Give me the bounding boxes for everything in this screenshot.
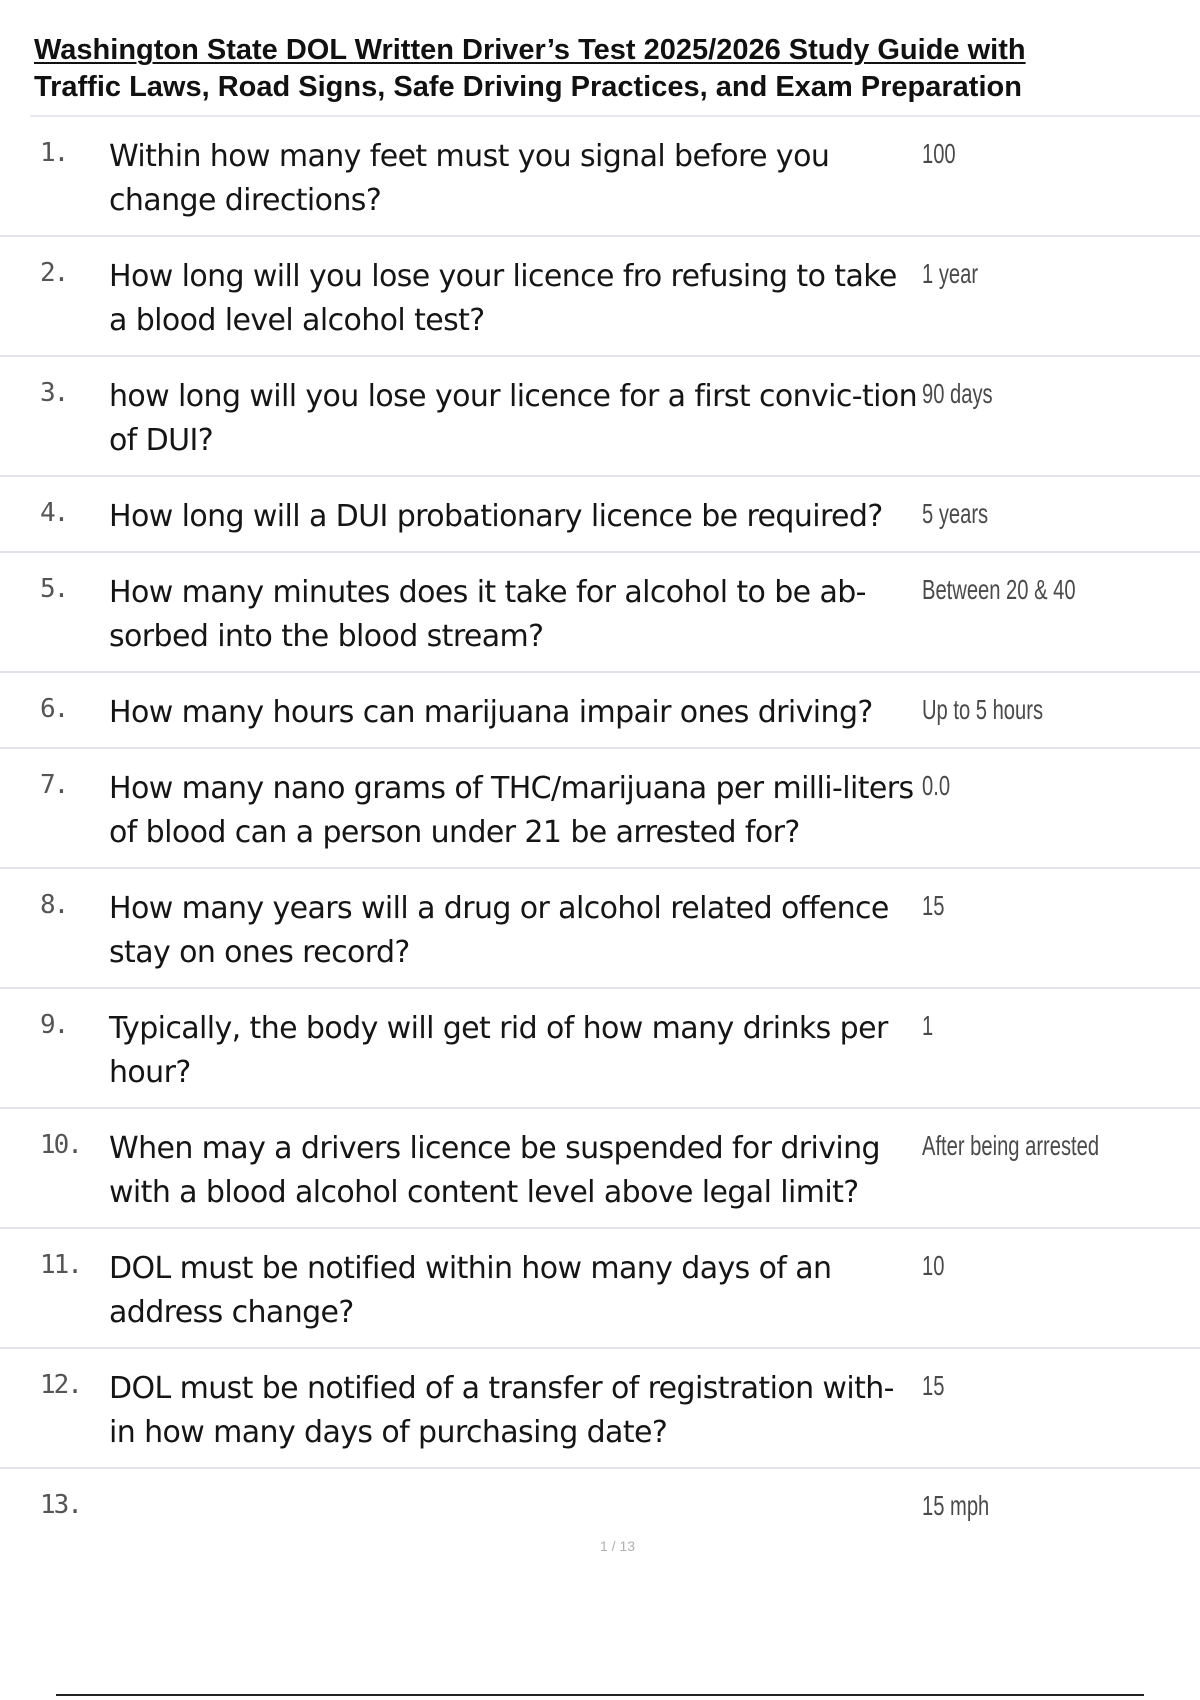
question-number: 13.: [40, 1490, 81, 1520]
question-row-9: [0, 989, 1200, 1109]
question-row-11: [0, 1229, 1200, 1349]
question-number: 4.: [40, 498, 68, 528]
question-text: How long will a DUI probationary licence be required?: [109, 499, 883, 534]
question-number: 8.: [40, 890, 68, 920]
page-bottom-divider: [56, 1694, 1144, 1696]
title-line-1: Washington State DOL Written Driver’s Test 2025/2026 Study Guide with: [34, 34, 1026, 66]
question-answer: 1: [922, 1010, 934, 1041]
question-answer: 90 days: [922, 378, 993, 409]
title-line-2: Traffic Laws, Road Signs, Safe Driving Practices, and Exam Preparation: [34, 71, 1022, 103]
question-number: 9.: [40, 1010, 68, 1040]
question-number: 11.: [40, 1250, 81, 1280]
question-answer: Up to 5 hours: [922, 694, 1044, 725]
question-row-5: [0, 553, 1200, 673]
question-answer: 0.0: [922, 770, 951, 801]
question-text: DOL must be notified of a transfer of registration with-in how many days of purchasing date?: [109, 1371, 894, 1450]
question-text: How many hours can marijuana impair ones driving?: [109, 695, 873, 730]
question-text: how long will you lose your licence for a first convic-tion of DUI?: [109, 379, 918, 458]
question-text: How long will you lose your licence fro refusing to take a blood level alcohol test?: [109, 259, 897, 338]
question-row-4: [0, 477, 1200, 553]
question-row-2: [0, 237, 1200, 357]
question-answer: 15: [922, 890, 945, 921]
question-answer: 10: [922, 1250, 945, 1281]
page-number: 1 / 13: [600, 1538, 636, 1554]
question-row-12: [0, 1349, 1200, 1469]
question-text: DOL must be notified within how many days of an address change?: [109, 1251, 832, 1330]
question-answer: Between 20 & 40: [922, 574, 1076, 605]
question-row-1: [0, 117, 1200, 237]
question-text: Typically, the body will get rid of how many drinks per hour?: [109, 1011, 888, 1090]
question-text: How many nano grams of THC/marijuana per milli-liters of blood can a person under 21 be arrested for?: [109, 771, 914, 850]
question-answer: 15: [922, 1370, 945, 1401]
question-number: 12.: [40, 1370, 81, 1400]
question-number: 10.: [40, 1130, 81, 1160]
question-number: 5.: [40, 574, 68, 604]
question-text: Within how many feet must you signal before you change directions?: [109, 139, 830, 218]
question-answer: 15 mph: [922, 1490, 990, 1521]
question-row-8: [0, 869, 1200, 989]
question-text: How many years will a drug or alcohol related offence stay on ones record?: [109, 891, 889, 970]
question-text: How many minutes does it take for alcohol to be ab-sorbed into the blood stream?: [109, 575, 866, 654]
question-list: [0, 117, 1200, 1549]
question-number: 7.: [40, 770, 68, 800]
question-number: 2.: [40, 258, 68, 288]
question-row-10: [0, 1109, 1200, 1229]
question-number: 6.: [40, 694, 68, 724]
question-answer: After being arrested: [922, 1130, 1100, 1161]
question-row-7: [0, 749, 1200, 869]
document-title: [34, 32, 1200, 106]
question-answer: 100: [922, 138, 956, 169]
question-row-6: [0, 673, 1200, 749]
question-row-3: [0, 357, 1200, 477]
question-answer: 5 years: [922, 498, 989, 529]
question-number: 1.: [40, 138, 68, 168]
question-row-13: [0, 1469, 1200, 1549]
question-number: 3.: [40, 378, 68, 408]
question-text: When may a drivers licence be suspended for driving with a blood alcohol content level above legal limit?: [109, 1131, 880, 1210]
question-answer: 1 year: [922, 258, 979, 289]
